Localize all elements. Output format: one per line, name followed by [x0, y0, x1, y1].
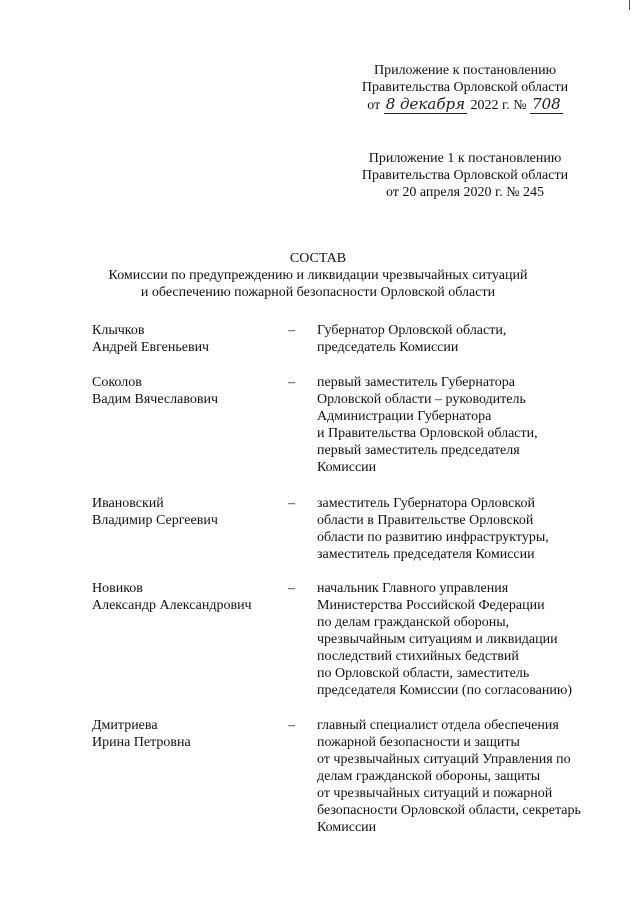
position-line: первый заместитель председателя: [317, 443, 520, 458]
member-surname: Дмитриева: [92, 718, 158, 733]
member-dash: –: [288, 375, 295, 390]
position-line: и Правительства Орловской области,: [317, 426, 538, 441]
member-name: [92, 322, 292, 356]
title-heading: СОСТАВ: [289, 251, 347, 266]
appendix-line-1: Приложение к постановлению: [373, 63, 557, 78]
position-line: от чрезвычайных ситуаций и пожарной: [317, 786, 553, 801]
document-title: [0, 250, 636, 301]
position-line: чрезвычайным ситуациям и ликвидации: [317, 632, 558, 647]
scan-edge-mark: [629, 0, 630, 10]
member-surname: Ивановский: [92, 496, 164, 511]
position-line: заместитель Губернатора Орловской: [317, 496, 535, 511]
member-surname: Соколов: [92, 375, 142, 390]
member-name: [92, 717, 292, 751]
position-line: Губернатор Орловской области,: [317, 323, 507, 338]
position-line: заместитель председателя Комиссии: [317, 547, 535, 562]
position-line: по Орловской области, заместитель: [317, 666, 530, 681]
member-position: [317, 717, 607, 836]
position-line: делам гражданской обороны, защиты: [317, 769, 541, 784]
appendix-date-line: [330, 96, 600, 114]
position-line: главный специалист отдела обеспечения: [317, 718, 559, 733]
prev-appendix-line-2: Правительства Орловской области: [361, 168, 569, 183]
position-line: Комиссии: [317, 460, 377, 475]
member-given-names: Вадим Вячеславович: [92, 392, 218, 407]
position-line: первый заместитель Губернатора: [317, 375, 515, 390]
member-name: [92, 374, 292, 408]
prev-appendix-line-3: от 20 апреля 2020 г. № 245: [385, 185, 545, 200]
title-line-1: Комиссии по предупреждению и ликвидации чрезвычайных ситуаций: [108, 268, 528, 283]
position-line: области в Правительстве Орловской: [317, 513, 534, 528]
member-position: [317, 374, 607, 476]
member-position: [317, 580, 607, 699]
position-line: безопасности Орловской области, секретарь: [317, 803, 581, 818]
member-given-names: Александр Александрович: [92, 598, 252, 613]
appendix-line-2: Правительства Орловской области: [361, 80, 569, 95]
position-line: по делам гражданской обороны,: [317, 615, 510, 630]
member-given-names: Ирина Петровна: [92, 735, 191, 750]
member-name: [92, 580, 292, 614]
position-line: последствий стихийных бедствий: [317, 649, 519, 664]
member-dash: –: [288, 323, 295, 338]
appendix-header: [330, 62, 600, 114]
position-line: области по развитию инфраструктуры,: [317, 530, 549, 545]
member-dash: –: [288, 496, 295, 511]
handwritten-date: 8 декабря: [385, 95, 466, 113]
prev-appendix-line-1: Приложение 1 к постановлению: [368, 151, 562, 166]
member-given-names: Андрей Евгеньевич: [92, 340, 210, 355]
position-line: Комиссии: [317, 820, 377, 835]
title-line-2: и обеспечению пожарной безопасности Орловской области: [140, 285, 496, 300]
position-line: Министерства Российской Федерации: [317, 598, 545, 613]
position-line: Орловской области – руководитель: [317, 392, 526, 407]
member-name: [92, 495, 292, 529]
member-dash: –: [288, 581, 295, 596]
position-line: Администрации Губернатора: [317, 409, 492, 424]
member-position: [317, 322, 607, 356]
position-line: председателя Комиссии (по согласованию): [317, 683, 572, 698]
position-line: от чрезвычайных ситуаций Управления по: [317, 752, 571, 767]
date-prefix: от: [367, 98, 381, 113]
position-line: председатель Комиссии: [317, 340, 459, 355]
date-year: 2022 г. №: [470, 98, 527, 113]
member-surname: Новиков: [92, 581, 143, 596]
member-position: [317, 495, 607, 563]
position-line: пожарной безопасности и защиты: [317, 735, 520, 750]
member-dash: –: [288, 718, 295, 733]
handwritten-number: 708: [532, 95, 561, 113]
member-surname: Клычков: [92, 323, 145, 338]
previous-appendix-header: [330, 150, 600, 201]
member-given-names: Владимир Сергеевич: [92, 513, 218, 528]
position-line: начальник Главного управления: [317, 581, 509, 596]
